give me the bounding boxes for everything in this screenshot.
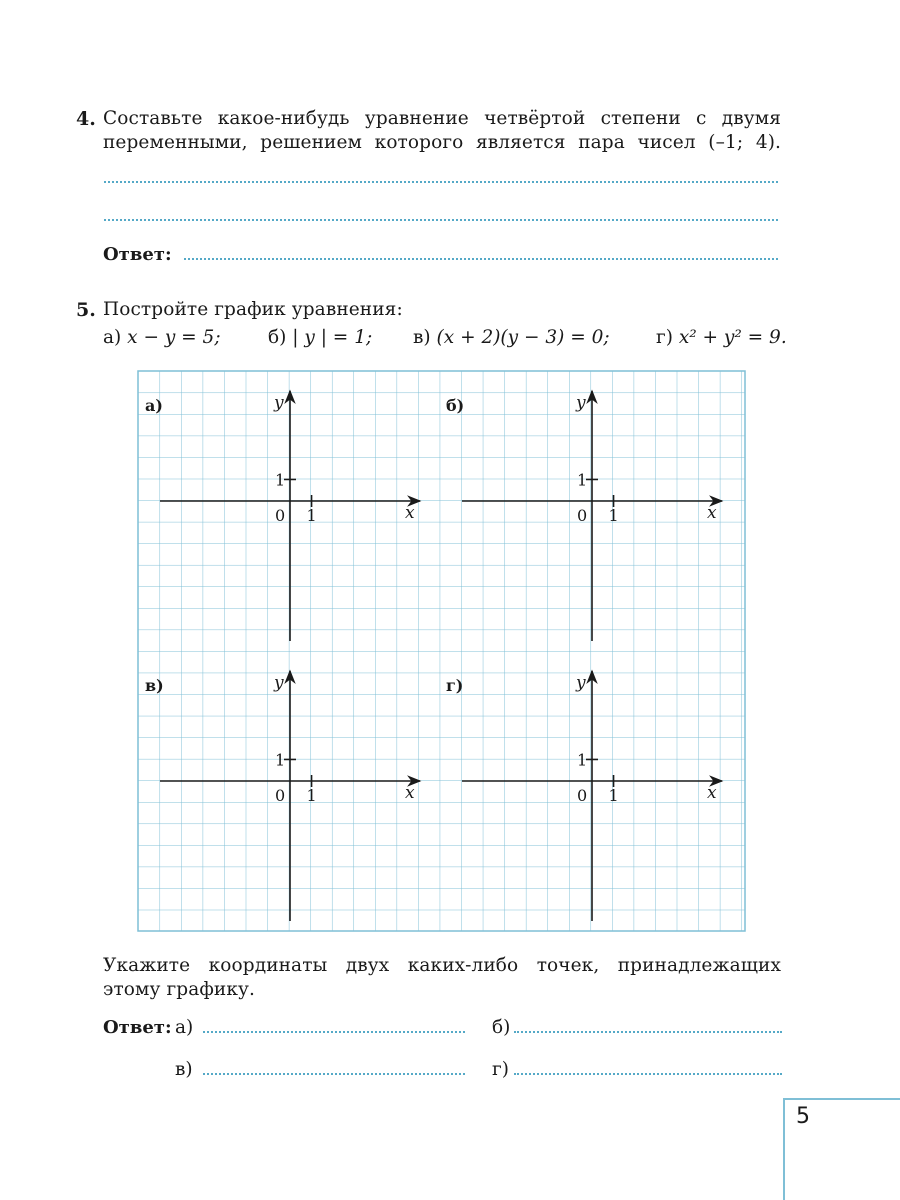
origin-label: 0 [577,506,588,525]
y-axis-label: y [274,393,284,413]
task5-answer-d-label: г) [492,1059,509,1080]
task5-answer-a-label: а) [175,1017,194,1038]
y-tick-label: 1 [275,470,286,490]
x-axis-label: x [707,783,717,803]
task5-instruction-line2: этому графику. [103,979,255,1000]
y-axis-label: y [274,673,284,693]
task5-answer-a-field[interactable] [203,1031,465,1033]
y-tick-label: 1 [275,750,286,770]
task4-number: 4. [76,108,96,130]
y-axis-label: y [576,673,586,693]
page-number: 5 [796,1104,810,1129]
x-axis-label: x [405,783,415,803]
x-axis-label: x [707,503,717,523]
task5-item-a-equation: x − y = 5; [127,327,221,348]
x-tick-label: 1 [608,506,619,525]
x-tick-label: 1 [608,786,619,805]
y-axis-label: y [576,393,586,413]
origin-label: 0 [577,786,588,805]
panel-label: б) [446,396,465,415]
task5-title: Постройте график уравнения: [103,299,403,320]
task5-answer-d-field[interactable] [514,1073,782,1075]
task5-item-b-label: б) [268,327,287,348]
task4-text-line2: переменными, решением которого является пара чисел (–1; 4). [103,132,781,153]
panel-label: г) [446,676,464,695]
task5-item-d-equation: x² + y² = 9. [678,327,787,348]
x-axis-label: x [405,503,415,523]
panel-label: а) [145,396,163,415]
task5-number: 5. [76,299,96,321]
task4-answer-label: Ответ: [103,244,172,265]
y-tick-label: 1 [577,750,588,770]
task5-item-c-equation: (x + 2)(y − 3) = 0; [436,327,610,348]
panel-label: в) [145,676,164,695]
task5-item-d-label: г) [656,327,673,348]
x-tick-label: 1 [306,506,317,525]
task5-answer-b-label: б) [492,1017,511,1038]
task5-item-a-label: а) [103,327,122,348]
task5-instruction-line1: Укажите координаты двух каких-либо точек, принадлежащих [103,955,781,976]
origin-label: 0 [275,506,286,525]
task5-answer-label: Ответ: [103,1017,172,1038]
origin-label: 0 [275,786,286,805]
y-tick-label: 1 [577,470,588,490]
task5-answer-b-field[interactable] [514,1031,782,1033]
graph-grid[interactable] [138,371,745,931]
task5-item-b-equation: | y | = 1; [292,327,373,348]
task5-item-c-label: в) [413,327,431,348]
task5-answer-c-label: в) [175,1059,193,1080]
x-tick-label: 1 [306,786,317,805]
task4-text-line1: Составьте какое-нибудь уравнение четвёртой степени с двумя [103,108,781,129]
task5-answer-c-field[interactable] [203,1073,465,1075]
